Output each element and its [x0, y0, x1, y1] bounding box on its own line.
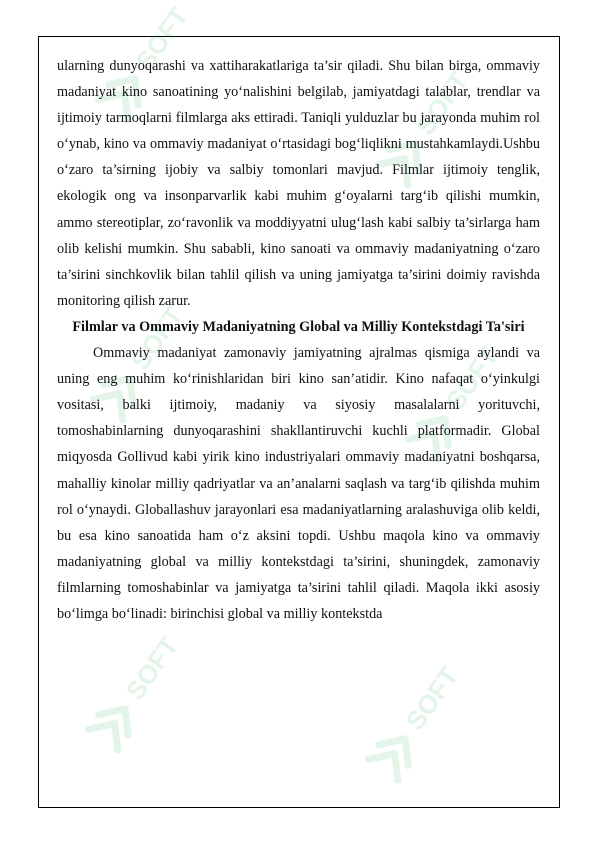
watermark-text: SOFT	[399, 661, 465, 736]
section-heading: Filmlar va Ommaviy Madaniyatning Global va Milliy Kontekstdagi Ta'siri	[72, 318, 525, 335]
document-body	[57, 53, 540, 627]
watermark-text: SOFT	[409, 66, 475, 141]
watermark-text: SOFT	[129, 1, 195, 76]
watermark-text: SOFT	[124, 301, 190, 376]
watermark-text: SOFT	[439, 341, 505, 416]
paragraph-main: Ommaviy madaniyat zamonaviy jamiyatning ajralmas qismiga aylandi va uning eng muhim ko‘rinishlaridan biri kino san’atidir. Kino nafaqat o‘yinkulgi vositasi, balki ijtimoiy, madaniy va siyosiy masalalarni yorituvchi, tomoshabinlarning dunyoqarashini shakllantiruvchi kuchli platformadir. Global miqyosda Gollivud kabi yirik kino industriyalari ommaviy madaniyatni boshqarsa, mahalliy kinolar milliy qadriyatlar va an’analarni saqlash va targ‘ib qilishda muhim rol o‘ynaydi. Globallashuv jarayonlari esa madaniyatlarning aralashuviga olib keldi, bu esa kino sanoatida ham o‘z aksini topdi. Ushbu maqola kino va ommaviy madaniyatning global va milliy kontekstdagi ta’sirini, shuningdek, zamonaviy filmlarning tomoshabinlar va jamiyatga ta’sirini tahlil qiladi. Maqola ikki asosiy bo‘limga bo‘linadi: birinchisi global va milliy kontekstda	[57, 345, 540, 622]
watermark-text: SOFT	[119, 631, 185, 706]
paragraph-intro: ularning dunyoqarashi va xattiharakatlariga ta’sir qiladi. Shu bilan birga, ommaviy madaniyat kino sanoatining yo‘nalishini belgilab, jamiyatdagi talablar, trendlar va ijtimoiy tarmoqlarni filmlarga aks ettiradi. Taniqli yulduzlar bu jarayonda muhim rol o‘ynab, kino va ommaviy madaniyat o‘rtasidagi bog‘liqlikni mustahkamlaydi.Ushbu o‘zaro ta’sirning ijobiy va salbiy tomonlari mavjud. Filmlar ijtimoiy tenglik, ekologik ong va insonparvarlik kabi muhim g‘oyalarni targ‘ib qilishi mumkin, ammo stereotiplar, zo‘ravonlik va moddiyyatni ulug‘lash kabi salbiy ta’sirlarga ham olib kelishi mumkin. Shu sababli, kino sanoati va ommaviy madaniyatning o‘zaro ta’sirini sinchkovlik bilan tahlil qilish va uning jamiyatga ta’sirini doimiy ravishda monitoring qilish zarur.	[57, 58, 540, 309]
